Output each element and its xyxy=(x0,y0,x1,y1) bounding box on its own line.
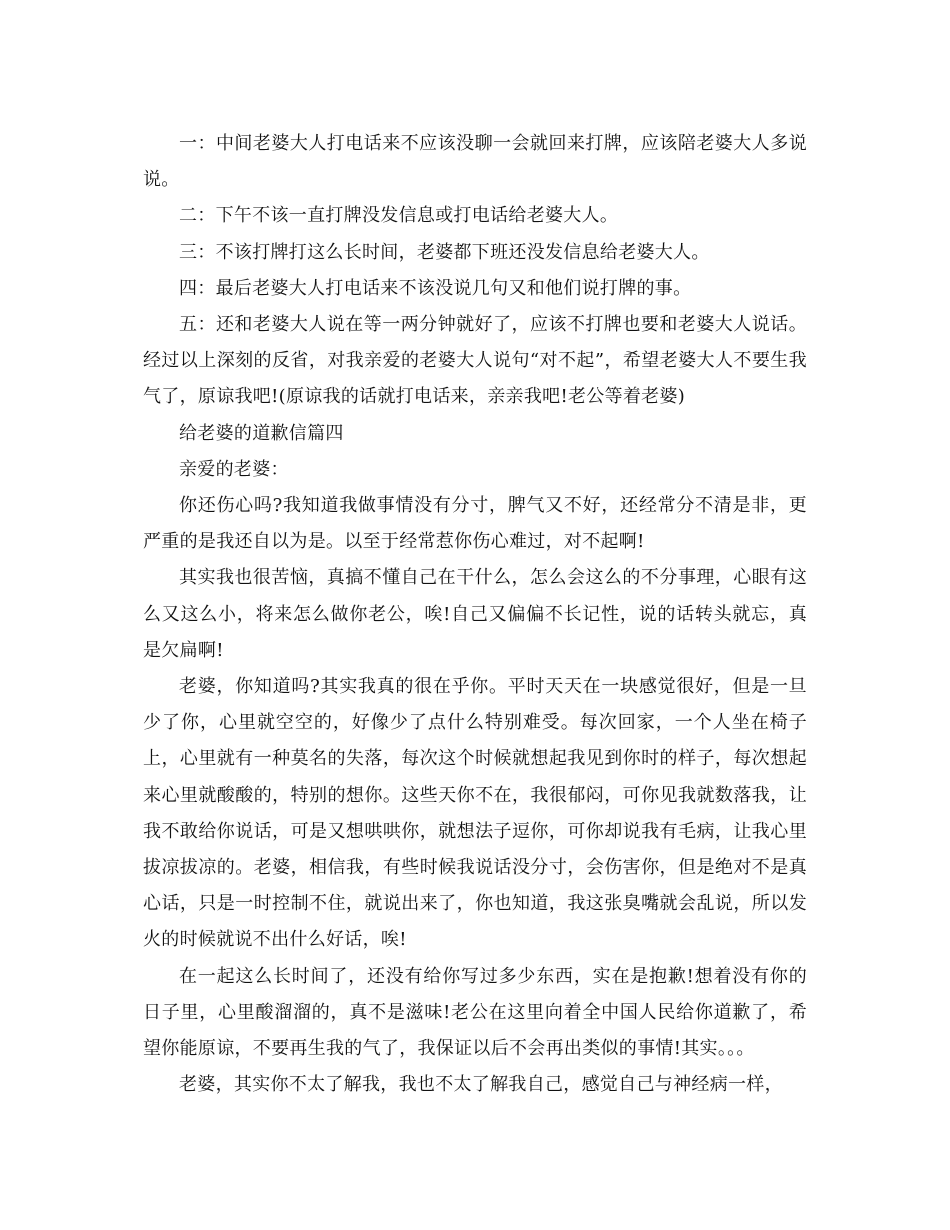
paragraph-1: 一：中间老婆大人打电话来不应该没聊一会就回来打牌，应该陪老婆大人多说说。 xyxy=(143,133,807,191)
paragraph-8: 老婆，你知道吗?其实我真的很在乎你。平时天天在一块感觉很好，但是一旦少了你，心里就空空的，好像少了点什么特别难受。每次回家，一个人坐在椅子上，心里就有一种莫名的失落，每次这个时候就想起我见到你时的样子，每次想起来心里就酸酸的，特别的想你。这些天你不在，我很郁闷，可你见我就数落我，让我不敢给你说话，可是又想哄哄你，就想法子逗你，可你却说我有毛病，让我心里拔凉拔凉的。老婆，相信我，有些时候我说话没分寸，会伤害你，但是绝对不是真心话，只是一时控制不住，就说出来了，你也知道，我这张臭嘴就会乱说，所以发火的时候就说不出什么好话，唉! xyxy=(143,676,807,951)
paragraph-7: 其实我也很苦恼，真搞不懂自己在干什么，怎么会这么的不分事理，心眼有这么又这么小，将来怎么做你老公，唉!自己又偏偏不长记性，说的话转头就忘，真是欠扁啊! xyxy=(143,567,807,661)
paragraph-6: 你还伤心吗?我知道我做事情没有分寸，脾气又不好，还经常分不清是非，更严重的是我还自以为是。以至于经常惹你伤心难过，对不起啊! xyxy=(143,495,807,553)
salutation: 亲爱的老婆： xyxy=(179,458,289,480)
paragraph-4: 四：最后老婆大人打电话来不该没说几句又和他们说打牌的事。 xyxy=(179,277,692,299)
document-page xyxy=(143,126,807,1103)
paragraph-2: 二：下午不该一直打牌没发信息或打电话给老婆大人。 xyxy=(179,205,619,227)
paragraph-9: 在一起这么长时间了，还没有给你写过多少东西，实在是抱歉!想着没有你的日子里，心里酸溜溜的，真不是滋味!老公在这里向着全中国人民给你道歉了，希望你能原谅，不要再生我的气了，我保证以后不会再出类似的事情!其实。。。 xyxy=(143,965,807,1060)
paragraph-5: 五：还和老婆大人说在等一两分钟就好了，应该不打牌也要和老婆大人说话。经过以上深刻的反省，对我亲爱的老婆大人说句“对不起”，希望老婆大人不要生我气了，原谅我吧!(原谅我的话就打电话来，亲亲我吧!老公等着老婆) xyxy=(143,314,807,408)
section-heading: 给老婆的道歉信篇四 xyxy=(179,422,344,444)
paragraph-10: 老婆，其实你不太了解我，我也不太了解我自己，感觉自己与神经病一样， xyxy=(179,1074,783,1096)
paragraph-3: 三：不该打牌打这么长时间，老婆都下班还没发信息给老婆大人。 xyxy=(179,241,710,263)
